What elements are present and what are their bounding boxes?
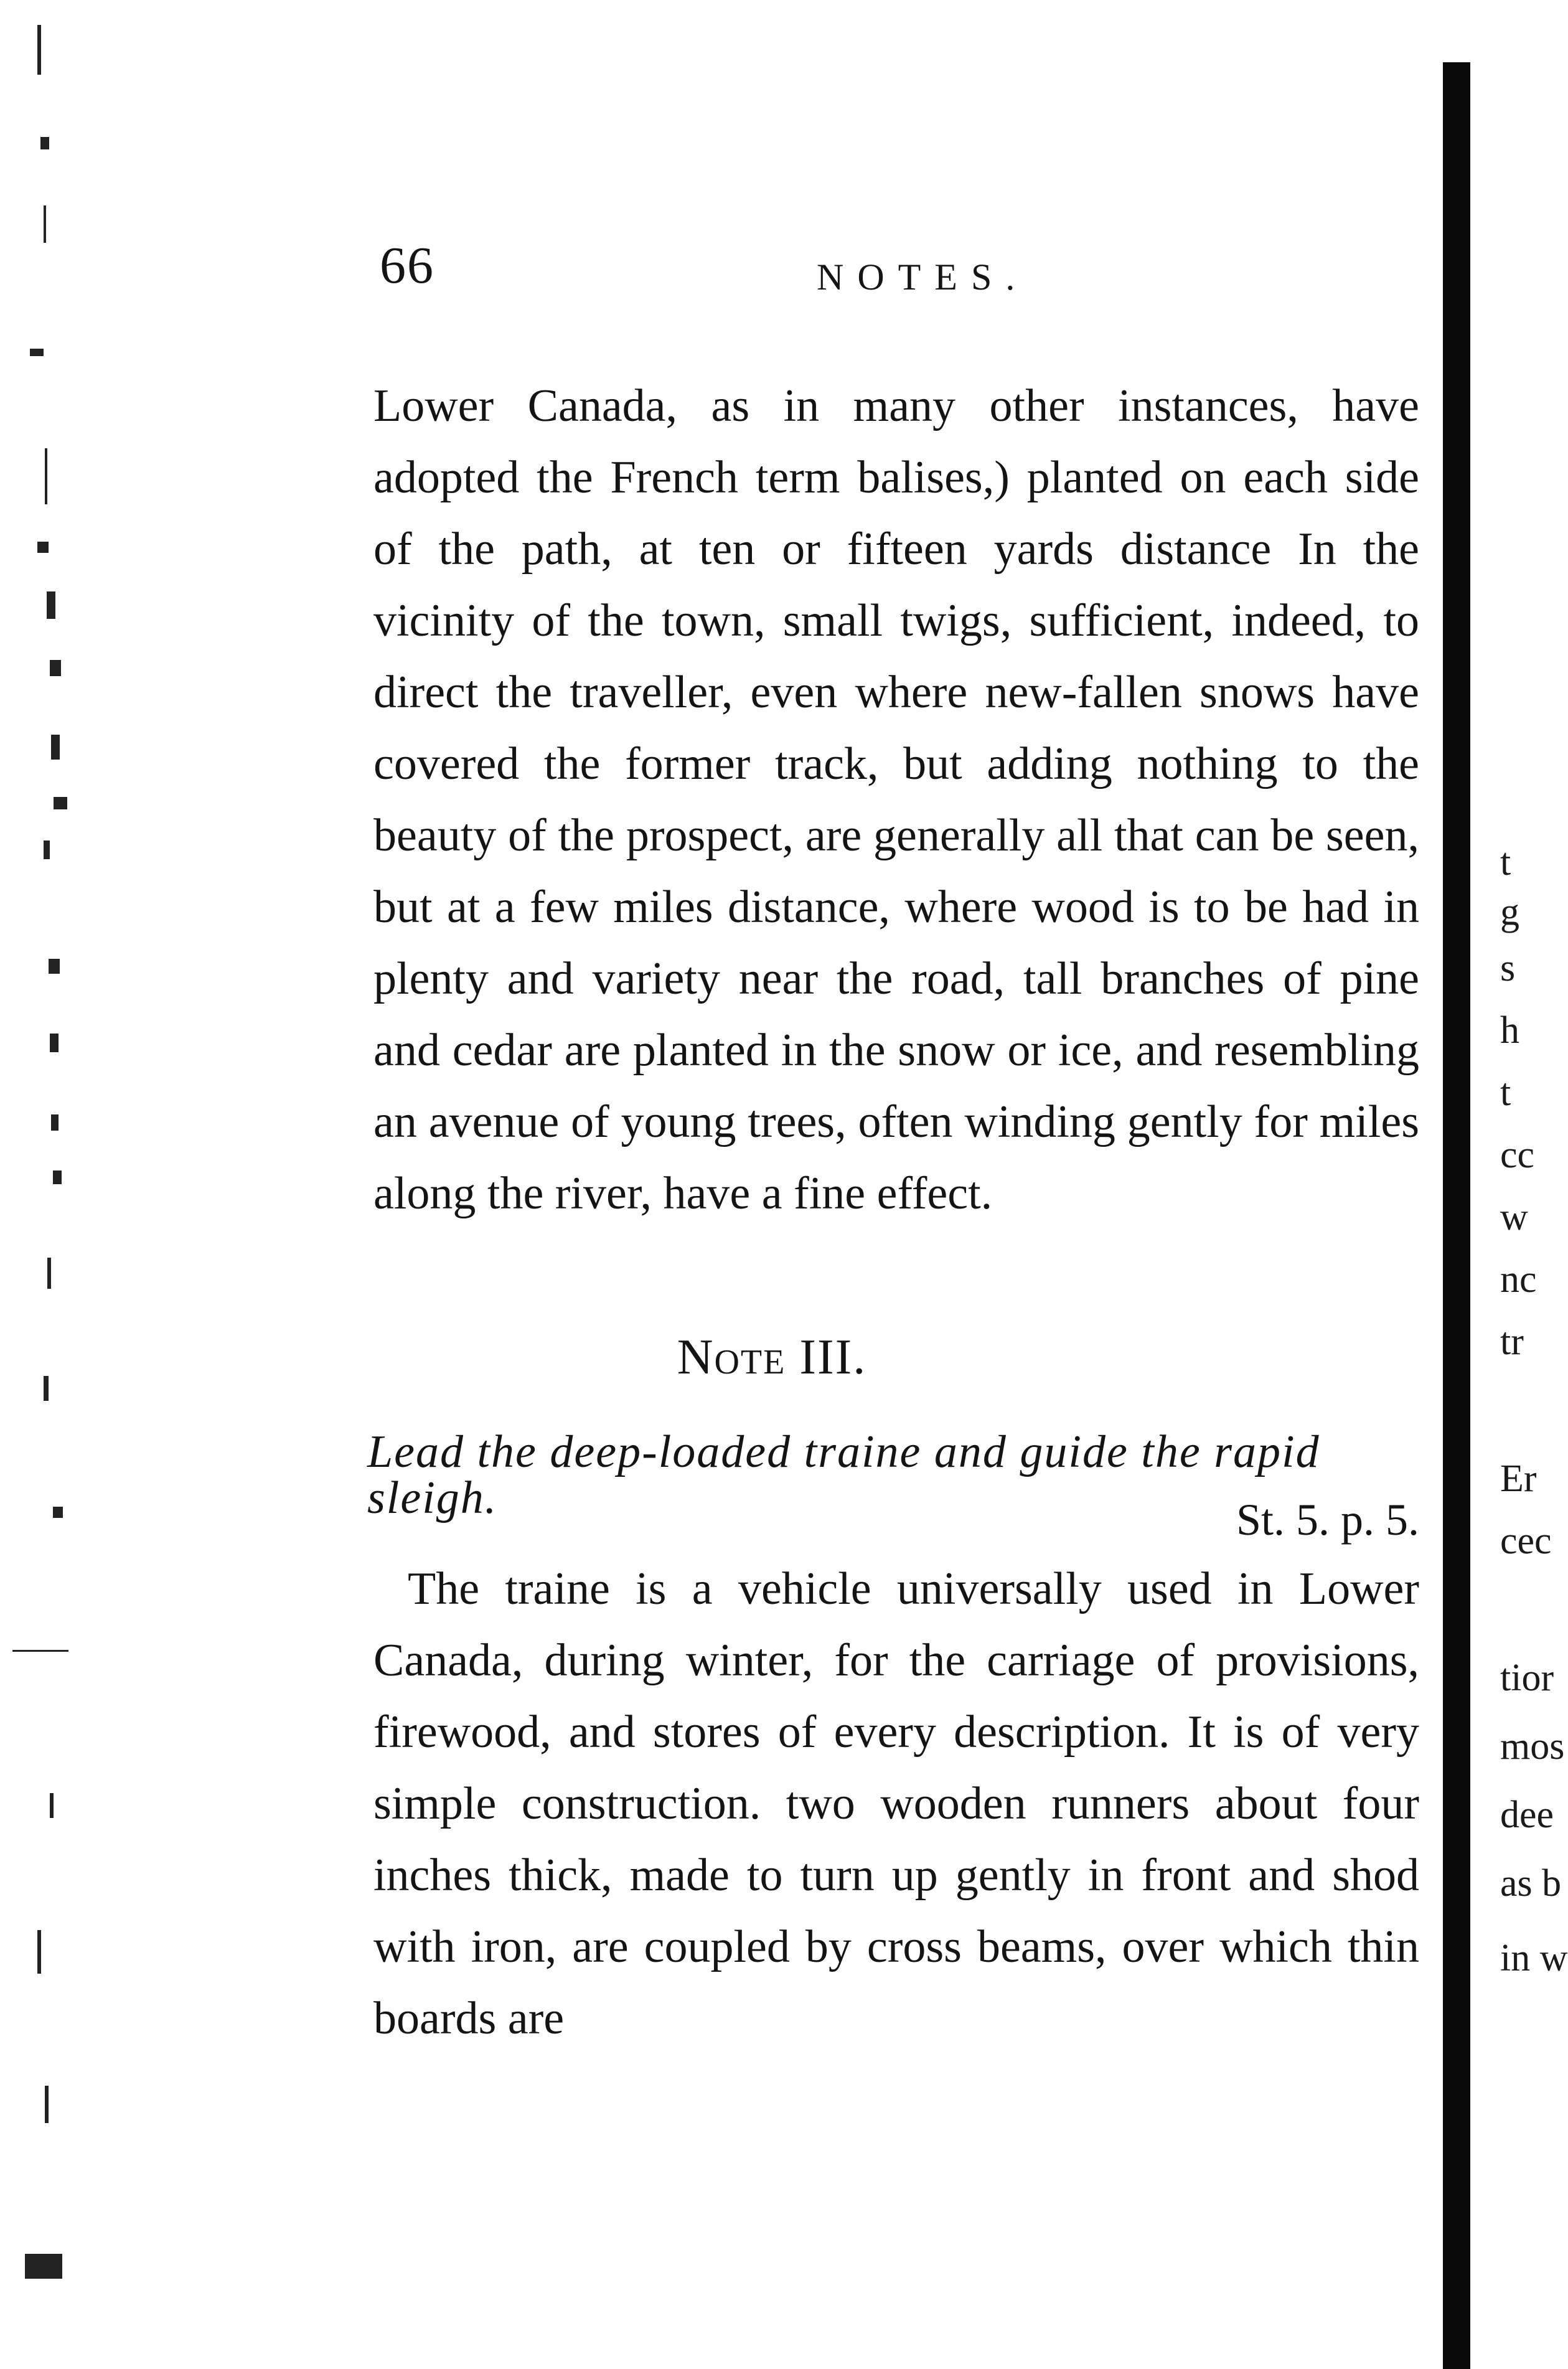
fragment: cec bbox=[1500, 1520, 1552, 1562]
gutter-shadow bbox=[1443, 62, 1470, 2369]
note-paragraph: The traine is a vehicle universally used in Lower Canada, during winter, for the carriage of provisions, firewood, and stores of every description. It is of very simple construction. two wooden runners about four inches thick, made to turn up gently in front and shod with iron, are coupled by cross beams, over which thin boards are bbox=[373, 1563, 1419, 2044]
fragment: t bbox=[1500, 1071, 1511, 1114]
fragment: tr bbox=[1500, 1321, 1524, 1363]
body-paragraph: Lower Canada, as in many other instances, have adopted the French term balises,) planted on each side of the path, at ten or fifteen yards distance In the vicinity of the town, small twigs, sufficient, indeed, to direct the traveller, even where new-fallen snows have covered the former track, but adding nothing to the beauty of the prospect, are generally all that can be seen, but at a few miles distance, where wood is to be had in plenty and variety near the road, tall branches of pine and cedar are planted in the snow or ice, and resembling an avenue of young trees, often winding gently for miles along the river, have a fine effect. bbox=[373, 380, 1419, 1219]
fragment: dee bbox=[1500, 1794, 1554, 1836]
fragment: mos bbox=[1500, 1725, 1565, 1768]
fragment: nc bbox=[1500, 1258, 1537, 1301]
fragment: in w bbox=[1500, 1937, 1568, 1979]
note-heading: Note III. bbox=[677, 1330, 867, 1385]
page-number: 66 bbox=[380, 237, 434, 294]
note-quote: Lead the deep-loaded traine and guide the rapid sleigh. bbox=[367, 1426, 1320, 1524]
left-margin-scan-noise bbox=[0, 0, 81, 2369]
note-citation: St. 5. p. 5. bbox=[1236, 1495, 1419, 1545]
fragment: cc bbox=[1500, 1134, 1535, 1176]
facing-page-fragments bbox=[1494, 0, 1568, 2369]
fragment: w bbox=[1500, 1196, 1528, 1238]
fragment: Er bbox=[1500, 1458, 1537, 1500]
running-head: NOTES. bbox=[817, 257, 1029, 298]
fragment: h bbox=[1500, 1009, 1519, 1052]
fragment: as b bbox=[1500, 1862, 1562, 1905]
fragment: s bbox=[1500, 947, 1516, 989]
fragment: g bbox=[1500, 891, 1519, 933]
fragment: tior bbox=[1500, 1657, 1554, 1699]
fragment: t bbox=[1500, 841, 1511, 883]
